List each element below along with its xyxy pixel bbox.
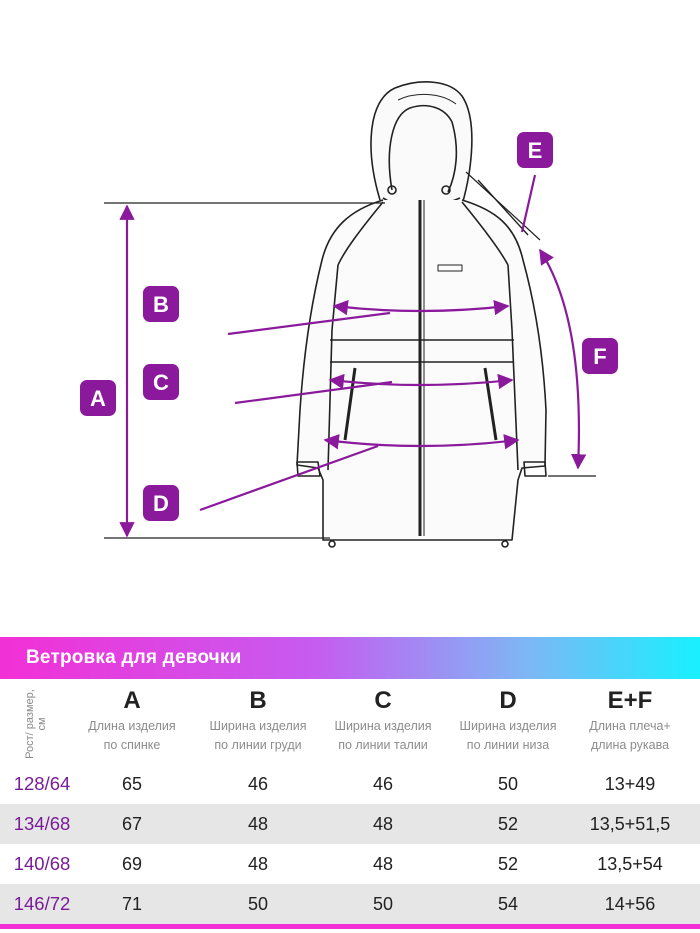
label-a: A [90, 386, 106, 411]
size-cell: 128/64 [13, 773, 71, 794]
column-d-header [446, 679, 570, 755]
column-desc-1: Ширина изделия [334, 719, 432, 733]
column-desc-1: Ширина изделия [459, 719, 557, 733]
value-c: 46 [372, 774, 394, 794]
value-c: 48 [372, 814, 394, 834]
table-title-banner [0, 637, 700, 679]
column-letter: C [374, 687, 392, 714]
column-desc-1: Ширина изделия [209, 719, 307, 733]
label-f-badge [582, 338, 618, 374]
column-c-header [321, 679, 445, 755]
table-row [0, 764, 700, 804]
value-c: 50 [372, 894, 394, 914]
label-d: D [153, 491, 169, 516]
value-ef: 13,5+51,5 [589, 814, 671, 834]
column-desc-2: по линии талии [338, 738, 428, 752]
size-cell: 140/68 [13, 853, 71, 874]
value-d: 50 [497, 774, 519, 794]
jacket-drawing [297, 82, 546, 547]
column-desc-1: Длина плеча+ [589, 719, 671, 733]
column-letter: B [249, 687, 267, 714]
column-ef-header [568, 679, 692, 755]
value-a: 67 [121, 814, 143, 834]
label-c-badge [143, 364, 179, 400]
column-letter: E+F [607, 687, 653, 714]
column-desc-2: по спинке [103, 738, 161, 752]
table-row [0, 844, 700, 884]
label-e: E [527, 138, 543, 163]
value-b: 48 [247, 854, 269, 874]
row-header [18, 686, 48, 762]
value-b: 50 [247, 894, 269, 914]
row-header-label: Рост/ размер, см [24, 689, 48, 759]
value-d: 52 [497, 854, 519, 874]
table-title: Ветровка для девочки [26, 647, 242, 668]
column-desc-2: по линии низа [466, 738, 550, 752]
value-d: 52 [497, 814, 519, 834]
column-b-header [196, 679, 320, 755]
value-b: 46 [247, 774, 269, 794]
value-c: 48 [372, 854, 394, 874]
label-b-badge [143, 286, 179, 322]
column-letter: D [499, 687, 517, 714]
column-a-header [70, 679, 194, 755]
size-cell: 134/68 [13, 813, 71, 834]
value-a: 65 [121, 774, 143, 794]
column-desc-2: по линии груди [214, 738, 302, 752]
bottom-accent-line [0, 924, 700, 929]
label-c: C [153, 370, 169, 395]
column-desc-1: Длина изделия [88, 719, 176, 733]
value-b: 48 [247, 814, 269, 834]
column-letter: A [123, 687, 141, 714]
label-d-badge [143, 485, 179, 521]
label-e-badge [517, 132, 553, 168]
value-ef: 13+49 [604, 774, 656, 794]
value-ef: 13,5+54 [597, 854, 663, 874]
label-a-badge [80, 380, 116, 416]
value-a: 69 [121, 854, 143, 874]
value-ef: 14+56 [604, 894, 656, 914]
column-desc-2: длина рукава [590, 738, 670, 752]
table-row [0, 884, 700, 924]
label-b: B [153, 292, 169, 317]
label-f: F [593, 344, 607, 369]
value-d: 54 [497, 894, 519, 914]
value-a: 71 [121, 894, 143, 914]
size-cell: 146/72 [13, 893, 71, 914]
table-row [0, 804, 700, 844]
